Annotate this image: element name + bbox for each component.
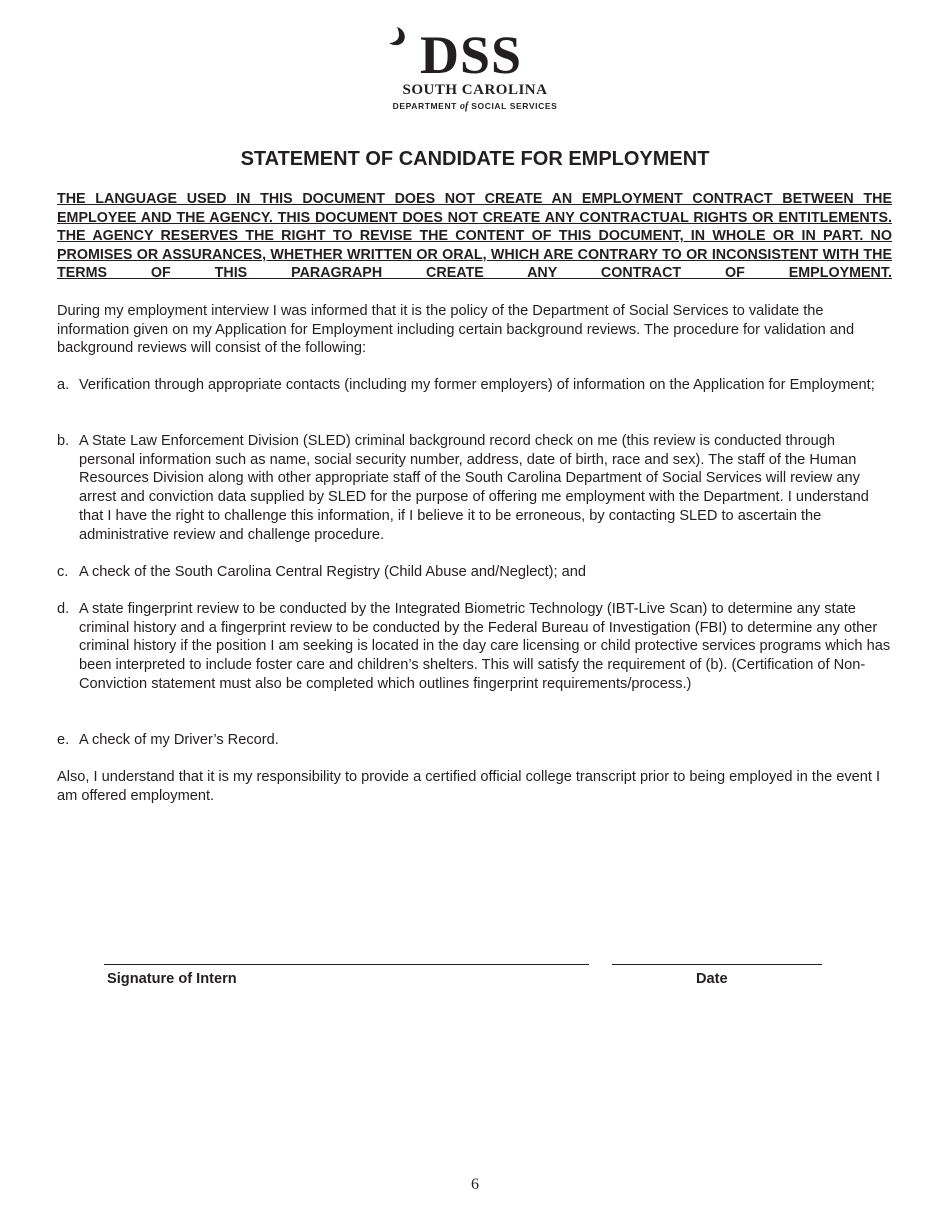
crescent-moon-icon [388, 26, 410, 48]
closing-paragraph: Also, I understand that it is my responsibility to provide a certified official college transcript prior to being employed in the event I am offered employment. [57, 769, 881, 804]
date-line [612, 964, 822, 965]
signature-label: Signature of Intern [107, 971, 237, 987]
page-number: 6 [471, 1176, 479, 1193]
list-item-text: A State Law Enforcement Division (SLED) criminal background record check on me (this review is conducted through personal information such as name, social security number, address, date of birth, race and sex). The staff of the Human Resources Division along with other appropriate staff of the South Carolina Department of Social Services will review any arrest and conviction data supplied by SLED for the purpose of offering me employment with the Department. I understand that I have the right to challenge this information, if I believe it to be erroneous, by contacting SLED to ascertain the administrative review and challenge procedure. [79, 433, 869, 543]
list-item [57, 600, 892, 694]
signature-line [104, 964, 589, 965]
logo-department-name [380, 101, 570, 112]
logo-dept-before: DEPARTMENT [392, 101, 460, 111]
disclaimer-paragraph: THE LANGUAGE USED IN THIS DOCUMENT DOES NOT CREATE AN EMPLOYMENT CONTRACT BETWEEN THE EMPLOYEE AND THE AGENCY. THIS DOCUMENT DOES NOT CREATE ANY CONTRACTUAL RIGHTS OR ENTITLEMENTS. THE AGENCY RESERVES THE RIGHT TO REVISE THE CONTENT OF THIS DOCUMENT, IN WHOLE OR IN PART. NO PROMISES OR ASSURANCES, WHETHER WRITTEN OR ORAL, WHICH ARE CONTRARY TO OR INCONSISTENT WITH THE TERMS OF THIS PARAGRAPH CREATE ANY CONTRACT OF EMPLOYMENT. [57, 191, 892, 282]
list-item [57, 731, 892, 750]
list-item-text: A state fingerprint review to be conducted by the Integrated Biometric Technology (IBT-Live Scan) to determine any state criminal history and a fingerprint review to be conducted by the Federal Bureau of Investigation (FBI) to determine any other criminal history if the position I am seeking is located in the day care licensing or child protective services programs which has been interpreted to include foster care and children’s shelters. This will satisfy the requirement of (b). (Certification of Non-Conviction statement must also be completed which outlines fingerprint requirements/process.) [79, 601, 891, 692]
logo-dept-of: of [459, 101, 469, 112]
date-label: Date [696, 971, 728, 987]
logo-dept-after: SOCIAL SERVICES [468, 101, 558, 111]
logo-state-name: SOUTH CAROLINA [402, 82, 548, 98]
logo-wordmark: DSS [420, 25, 523, 85]
list-item-marker: c. [57, 564, 69, 580]
list-item [57, 376, 892, 395]
list-item [57, 432, 892, 544]
document-title: STATEMENT OF CANDIDATE FOR EMPLOYMENT [240, 148, 710, 170]
list-item-marker: d. [57, 601, 70, 617]
list-item-marker: a. [57, 377, 70, 393]
intro-paragraph: During my employment interview I was informed that it is the policy of the Department of Social Services to validate the information given on my Application for Employment including certain background reviews. The procedure for validation and background reviews will consist of the following: [57, 303, 855, 357]
list-item-marker: b. [57, 433, 70, 449]
list-item-text: Verification through appropriate contacts (including my former employers) of information on the Application for Employment; [79, 377, 875, 393]
list-item-text: A check of my Driver’s Record. [79, 732, 279, 748]
list-item [57, 563, 892, 582]
list-item-text: A check of the South Carolina Central Registry (Child Abuse and/Neglect); and [79, 564, 587, 580]
dss-logo [380, 24, 570, 114]
list-item-marker: e. [57, 732, 70, 748]
